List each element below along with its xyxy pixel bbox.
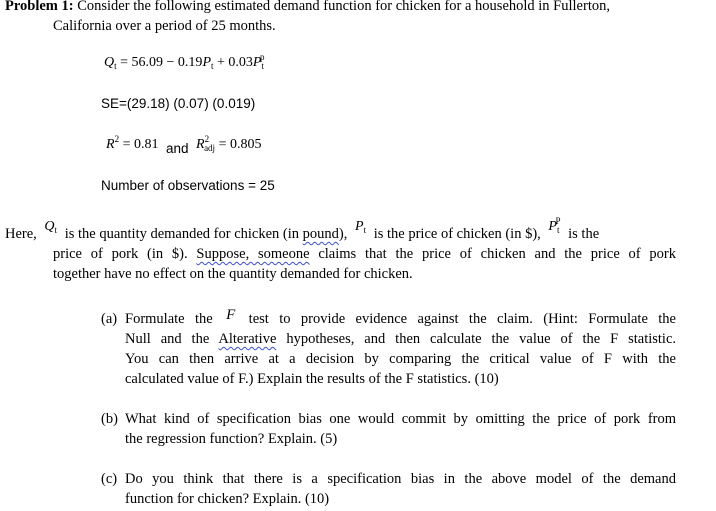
problem-intro-line1 — [5, 0, 610, 16]
here-text1: is the quantity demanded for chicken (in — [64, 226, 300, 242]
part-a-text-before-f: Formulate the — [125, 311, 213, 327]
eq-q-symbol: Q — [104, 55, 115, 70]
eq-constant-term: = 56.09 − 0.19 — [120, 55, 203, 70]
here-p-symbol: P — [355, 219, 364, 234]
here-p-sub: t — [363, 225, 367, 235]
and-word: and — [165, 141, 189, 156]
part-a-line2-c: hypotheses, and then calculate the value of the F statistic. — [286, 331, 677, 347]
demand-equation — [104, 52, 265, 71]
standard-errors: SE=(29.18) (0.07) (0.019) — [101, 96, 256, 111]
eq-pp-sub: t — [261, 61, 264, 71]
part-c — [101, 469, 676, 509]
here-line2-a: price of pork (in $). — [53, 246, 188, 262]
part-a-line1 — [125, 309, 676, 329]
part-b-line2: the regression function? Explain. (5) — [125, 431, 338, 447]
part-a-line1-rest: test to provide evidence against the claim. (Hint: Formulate the — [248, 311, 676, 327]
here-line2-b: Suppose, someone — [196, 246, 310, 262]
eq-q-sub: t — [114, 61, 117, 71]
eq-pp-sup: p — [260, 52, 265, 62]
part-c-label: (c) — [101, 471, 118, 487]
here-pp-symbol: P — [548, 219, 557, 234]
part-b — [101, 409, 676, 449]
eq-plus-term: + 0.03 — [217, 55, 253, 70]
here-pound-word: pound — [302, 226, 339, 242]
part-c-line1: Do you think that there is a specification bias in the above model of the demand — [125, 471, 676, 487]
here-text3: is the price of chicken (in $), — [373, 226, 541, 242]
observations-count: Number of observations = 25 — [101, 178, 275, 193]
part-a-line2-a: Null and the — [125, 331, 210, 347]
part-a-line2 — [125, 329, 676, 349]
part-a-line3: You can then arrive at a decision by comparing the critical value of F with the — [125, 351, 676, 367]
part-a — [101, 309, 676, 389]
part-a-label: (a) — [101, 311, 118, 327]
adj-r2-symbol: R — [196, 137, 205, 152]
adj-r2-sup: 2 — [204, 134, 210, 144]
adj-r2-sub: adj — [204, 143, 216, 153]
eq-p-symbol: P — [202, 55, 211, 70]
here-pp-sup: P — [555, 216, 561, 226]
here-line2 — [53, 244, 676, 264]
r2-value: = 0.81 — [122, 137, 159, 152]
here-q-sub: t — [54, 225, 58, 235]
part-a-line2-b: Alterative — [218, 331, 277, 347]
r-squared-line — [106, 134, 262, 156]
here-line1 — [5, 216, 677, 245]
here-text2: ), — [338, 226, 348, 242]
here-pp-sub: t — [556, 225, 560, 235]
problem-intro-text: Consider the following estimated demand function for chicken for a household in Fullerton, — [77, 0, 610, 14]
eq-pp-symbol: P — [252, 55, 262, 70]
eq-p-sub: t — [211, 61, 214, 71]
here-line2-c: claims that the price of chicken and the price of pork — [318, 246, 676, 262]
part-b-label: (b) — [101, 411, 118, 427]
problem-heading: Problem 1: — [5, 0, 74, 14]
part-a-f-letter: F — [226, 307, 236, 323]
part-c-line2: function for chicken? Explain. (10) — [125, 491, 330, 507]
part-a-line4: calculated value of F.) Explain the results of the F statistics. (10) — [125, 371, 499, 387]
r2-symbol: R — [106, 137, 115, 152]
problem-intro-line2: California over a period of 25 months. — [53, 18, 276, 34]
here-q-symbol: Q — [44, 219, 55, 234]
here-word: Here, — [5, 226, 37, 242]
here-text4: is the — [568, 226, 600, 242]
part-b-line1: What kind of specification bias one would commit by omitting the price of pork from — [125, 411, 676, 427]
r2-sup: 2 — [114, 134, 120, 144]
here-line3: together have no effect on the quantity demanded for chicken. — [53, 266, 413, 282]
adj-r2-value: = 0.805 — [218, 137, 262, 152]
